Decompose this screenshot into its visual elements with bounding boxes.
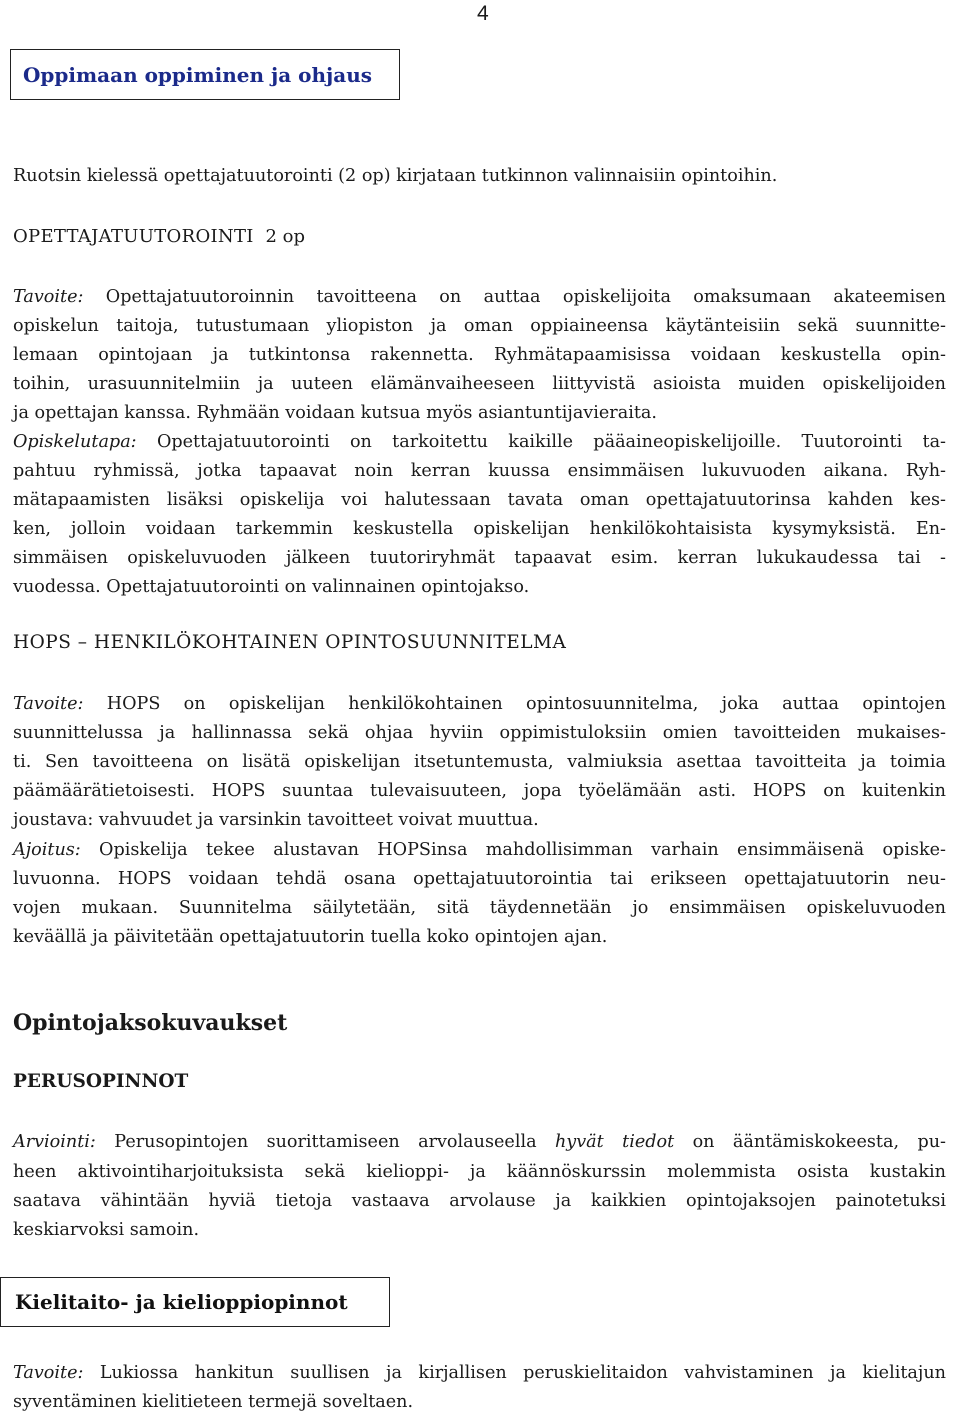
course-title: OPETTAJATUUTOROINTI [13,226,254,247]
tutor-line-11: vuodessa. Opettajatuutorointi on valinnainen opintojakso. [13,577,530,597]
arviointi-emphasis: hyvät tiedot [554,1132,675,1152]
arviointi-line-2: heen aktivointiharjoituksista sekä kielioppi- ja käännöskurssin molemmista osista kustakin [13,1162,946,1182]
box-heading-2-text: Kielitaito- ja kielioppiopinnot [15,1290,348,1314]
kielitaito-text-1: Lukiossa hankitun suullisen ja kirjallisen peruskielitaidon vahvistaminen ja kielitajun [99,1363,946,1383]
course-heading [13,226,305,247]
tutor-line-9: ken, jolloin voidaan tarkemmin keskustella opiskelijan henkilökohtaisista kysymyksistä. En- [13,519,946,539]
tutor-line-6 [13,428,946,457]
tutor-line-7: pahtuu ryhmissä, jotka tapaavat noin kerran kuussa ensimmäisen lukuvuoden aikana. Ryh- [13,461,946,481]
arviointi-text-1b: on ääntämiskokeesta, pu- [692,1132,946,1152]
arviointi-line-3: saatava vähintään hyviä tietoja vastaava arvolause ja kaikkien opintojaksojen painotetuksi [13,1191,946,1211]
hops-line-1 [13,690,946,719]
hops-line-8: vojen mukaan. Suunnitelma säilytetään, sitä täydennetään jo ensimmäisen opiskeluvuoden [13,898,946,918]
ajoitus-label: Ajoitus: [13,840,81,860]
course-credits: 2 op [265,226,305,247]
tutor-line-8: mätapaamisten lisäksi opiskelija voi halutessaan tavata oman opettajatuutorinsa kahden kes- [13,490,946,510]
arviointi-text-1a: Perusopintojen suorittamiseen arvolauseella [114,1132,537,1152]
tutor-line-5: ja opettajan kanssa. Ryhmään voidaan kutsua myös asiantuntijavieraita. [13,403,657,423]
hops-line-5: joustava: vahvuudet ja varsinkin tavoitteet voivat muuttua. [13,810,539,830]
hops-line-7: luvuonna. HOPS voidaan tehdä osana opettajatuutorointia tai erikseen opettajatuutorin neu- [13,869,946,889]
box-heading-kielitaito [0,1277,390,1327]
hops-line-3: ti. Sen tavoitteena on lisätä opiskelijan itsetuntemusta, valmiuksia asettaa tavoitteita ja toimia [13,752,946,772]
arviointi-line-1 [13,1128,946,1157]
section-heading: Opintojaksokuvaukset [13,1010,288,1036]
kielitaito-line-2: syventäminen kielitieteen termejä soveltaen. [13,1392,414,1412]
arviointi-line-4: keskiarvoksi samoin. [13,1220,200,1240]
tavoite-label: Tavoite: [13,287,84,307]
tutor-line-1 [13,283,946,312]
tutor-line-10: simmäisen opiskeluvuoden jälkeen tuutoriryhmät tapaavat esim. kerran lukukaudessa tai - [13,548,946,568]
subsection-heading: PERUSOPINNOT [13,1071,189,1092]
hops-text-1: HOPS on opiskelijan henkilökohtainen opintosuunnitelma, joka auttaa opintojen [106,694,946,714]
hops-line-9: keväällä ja päivitetään opettajatuutorin tuella koko opintojen ajan. [13,927,608,947]
kielitaito-line-1 [13,1359,946,1388]
page-number: 4 [477,2,489,25]
tutor-text-1: Opettajatuutoroinnin tavoitteena on auttaa opiskelijoita omaksumaan akateemisen [105,287,947,307]
hops-text-6: Opiskelija tekee alustavan HOPSinsa mahdollisimman varhain ensimmäisenä opiske- [99,840,946,860]
kielitaito-tavoite-label: Tavoite: [13,1363,84,1383]
hops-line-6 [13,836,946,865]
tutor-line-2: opiskelun taitoja, tutustumaan yliopiston ja oman oppiaineensa käytänteisiin sekä suunnitte- [13,316,946,336]
hops-line-2: suunnittelussa ja hallinnassa sekä ohjaa hyviin oppimistuloksiin omien tavoitteiden mukaises- [13,723,946,743]
box-heading-1-text: Oppimaan oppiminen ja ohjaus [23,62,373,87]
opiskelutapa-label: Opiskelutapa: [13,432,137,452]
box-heading-oppimaan [10,49,400,100]
intro-paragraph: Ruotsin kielessä opettajatuutorointi (2 op) kirjataan tutkinnon valinnaisiin opintoihin. [13,166,778,186]
hops-heading: HOPS – HENKILÖKOHTAINEN OPINTOSUUNNITELMA [13,632,567,653]
tutor-line-3: lemaan opintojaan ja tutkintonsa rakennetta. Ryhmätapaamisissa voidaan keskustella opin- [13,345,946,365]
arviointi-label: Arviointi: [13,1132,96,1152]
tutor-text-6: Opettajatuutorointi on tarkoitettu kaikille pääaineopiskelijoille. Tuutorointi ta- [156,432,946,452]
hops-line-4: päämäärätietoisesti. HOPS suuntaa tulevaisuuteen, jopa työelämään asti. HOPS on kuitenkin [13,781,946,801]
hops-tavoite-label: Tavoite: [13,694,84,714]
tutor-line-4: toihin, urasuunnitelmiin ja uuteen elämänvaiheeseen liittyvistä asioista muiden opiskelijoiden [13,374,946,394]
